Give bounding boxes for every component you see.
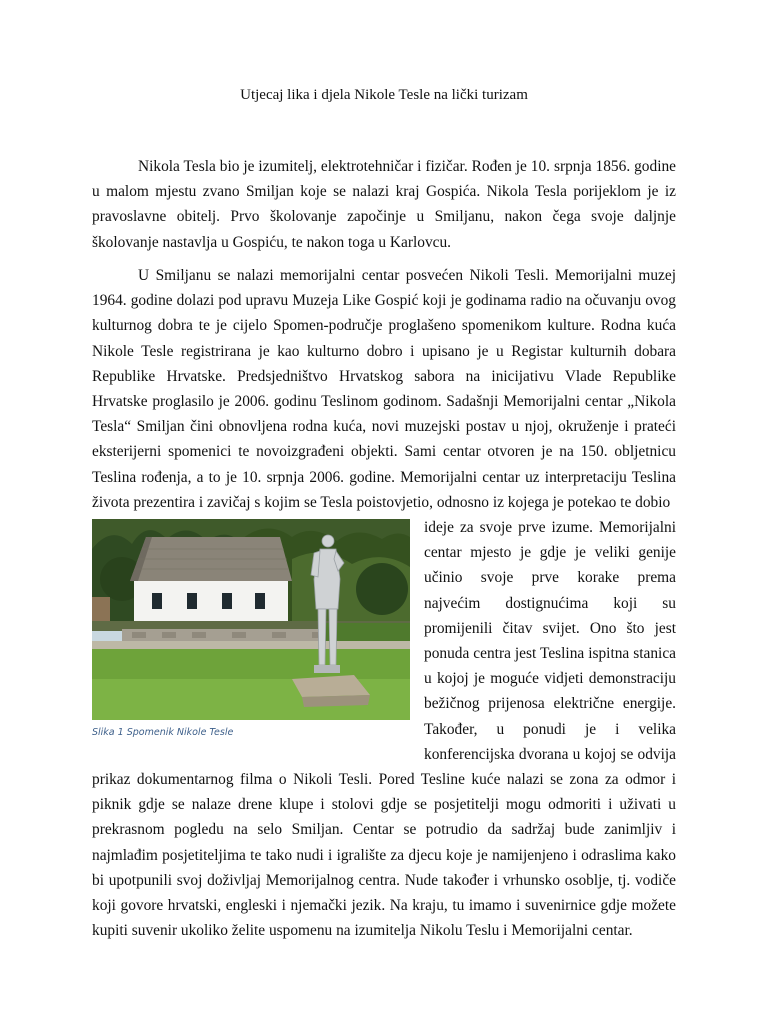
paragraph-2-continued: ideje za svoje prve izume. Memorijalni centar mjesto je gdje je veliki genije učinio svoje prve korake prema najvećim dostignućima koji su promijenili čitav svijet. Ono što jest ponuda centra jest Teslina ispitna stanica u kojoj je moguće vidjeti demonstraciju bežičnog prijenosa električne energije. Također, u ponudi je i velika konferencijska dvorana u kojoj se odvija prikaz dokumentarnog filma o Nikoli Tesli. Pored Tesline kuće nalazi se zona za odmor i piknik gdje se nalaze drene klupe i stolovi gdje se posjetitelji mogu odmoriti i uživati u prekrasnom pogledu na selo Smiljan. Centar se potrudio da sadržaj bude zanimljiv i najmlađim posjetiteljima te tako nudi i igralište za djecu koje je namijenjeno i odraslima kako bi upotpunili svoj doživljaj Memorijalnog centra. Nude također i vrhunsko osoblje, tj. vodiče koji govore hrvatski, engleski i njemački jezik. Na kraju, tu imamo i suvenirnice gdje možete kupiti suvenir ukoliko želite uspomenu na izumitelja Nikolu Teslu i Memorijalni centar. bbox=[92, 519, 676, 940]
paragraph-2-block bbox=[92, 263, 676, 943]
paragraph-2: U Smiljanu se nalazi memorijalni centar posvećen Nikoli Tesli. Memorijalni muzej 1964. godine dolazi pod upravu Muzeja Like Gospić koji je godinama radio na očuvanju ovog kulturnog dobra te je cijelo Spomen-područje proglašeno spomenikom kulture. Rodna kuća Nikole Tesle registrirana je kao kulturno dobro i upisano je u Registar kulturnih dobara Republike Hrvatske. Predsjedništvo Hrvatskog sabora na inicijativu Vlade Republike Hrvatske proglasilo je 2006. godinu Teslinom godinom. Sadašnji Memorijalni centar „Nikola Tesla“ Smiljan čini obnovljena rodna kuća, novi muzejski postav u njoj, okruženje i prateći eksterijerni spomenici te novoizgrađeni objekti. Sami centar otvoren je na 150. obljetnicu Teslina rođenja, a to je 10. srpnja 2006. godine. Memorijalni centar uz interpretaciju Teslina života prezentira i zavičaj s kojim se Tesla poistovjetio, odnosno iz kojega je potekao te dobio bbox=[92, 267, 676, 511]
tesla-monument-photo bbox=[92, 519, 410, 720]
figure-caption: Slika 1 Spomenik Nikole Tesle bbox=[92, 727, 234, 739]
paragraph-1: Nikola Tesla bio je izumitelj, elektrotehničar i fizičar. Rođen je 10. srpnja 1856. godine u malom mjestu zvano Smiljan koje se nalazi kraj Gospića. Nikola Tesla porijeklom je iz pravoslavne obitelj. Prvo školovanje započinje u Smiljanu, nakon čega svoje daljnje školovanje nastavlja u Gospiću, te nakon toga u Karlovcu. bbox=[92, 158, 676, 251]
figure-tesla-monument bbox=[92, 519, 410, 747]
document-title: Utjecaj lika i djela Nikole Tesle na lički turizam bbox=[240, 87, 528, 103]
paragraph-1-block bbox=[92, 154, 676, 255]
